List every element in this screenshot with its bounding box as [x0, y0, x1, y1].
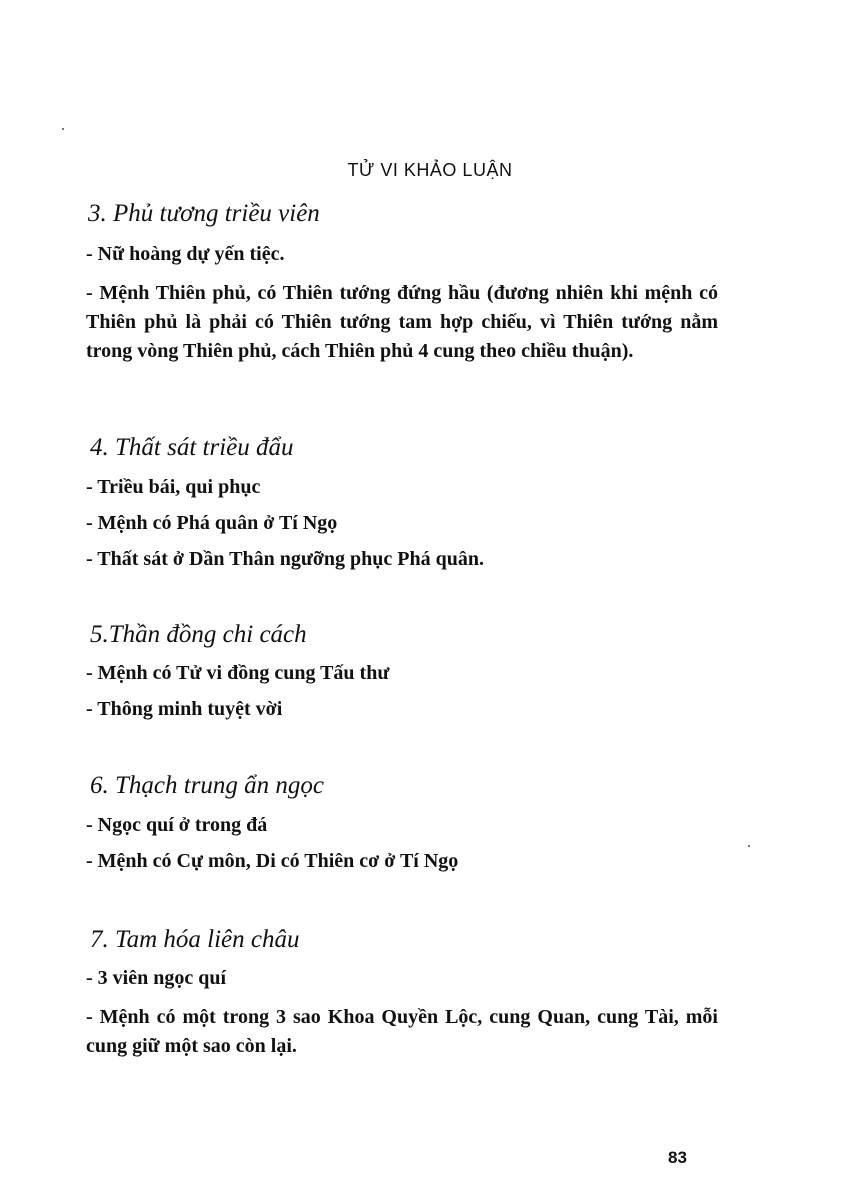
section-heading: 3. Phủ tương triều viên — [88, 200, 320, 227]
section-line: - Mệnh có Cự môn, Di có Thiên cơ ở Tí Ngọ — [86, 850, 459, 872]
section-heading: 7. Tam hóa liên châu — [90, 926, 300, 953]
section-line: - Mệnh có Phá quân ở Tí Ngọ — [86, 512, 338, 534]
section-line: - Thất sát ở Dần Thân ngưỡng phục Phá quân. — [86, 548, 485, 570]
section-line: - Thông minh tuyệt vời — [86, 698, 283, 720]
section-line: - Ngọc quí ở trong đá — [86, 814, 268, 836]
section-line: - Nữ hoàng dự yến tiệc. — [86, 243, 285, 265]
section-heading: 6. Thạch trung ẩn ngọc — [90, 772, 325, 799]
section-paragraph: - Mệnh có một trong 3 sao Khoa Quyền Lộc, cung Quan, cung Tài, mỗi cung giữ một sao còn lại. — [86, 1006, 718, 1057]
section-line: - Mệnh có Tử vi đồng cung Tấu thư — [86, 662, 390, 684]
scan-speck — [748, 845, 750, 847]
scan-speck — [62, 128, 64, 130]
section-line: - Triều bái, qui phục — [86, 476, 261, 498]
section-heading: 4. Thất sát triều đẩu — [90, 434, 294, 461]
section-line: - 3 viên ngọc quí — [86, 967, 227, 989]
page-number: 83 — [668, 1148, 687, 1167]
section-heading: 5.Thần đồng chi cách — [90, 621, 307, 648]
section-paragraph: - Mệnh Thiên phủ, có Thiên tướng đứng hầu (đương nhiên khi mệnh có Thiên phủ là phải có Thiên tướng tam hợp chiếu, vì Thiên tướng nằm trong vòng Thiên phủ, cách Thiên phủ 4 cung theo chiều thuận). — [86, 282, 718, 362]
running-header: TỬ VI KHẢO LUẬN — [347, 160, 513, 180]
